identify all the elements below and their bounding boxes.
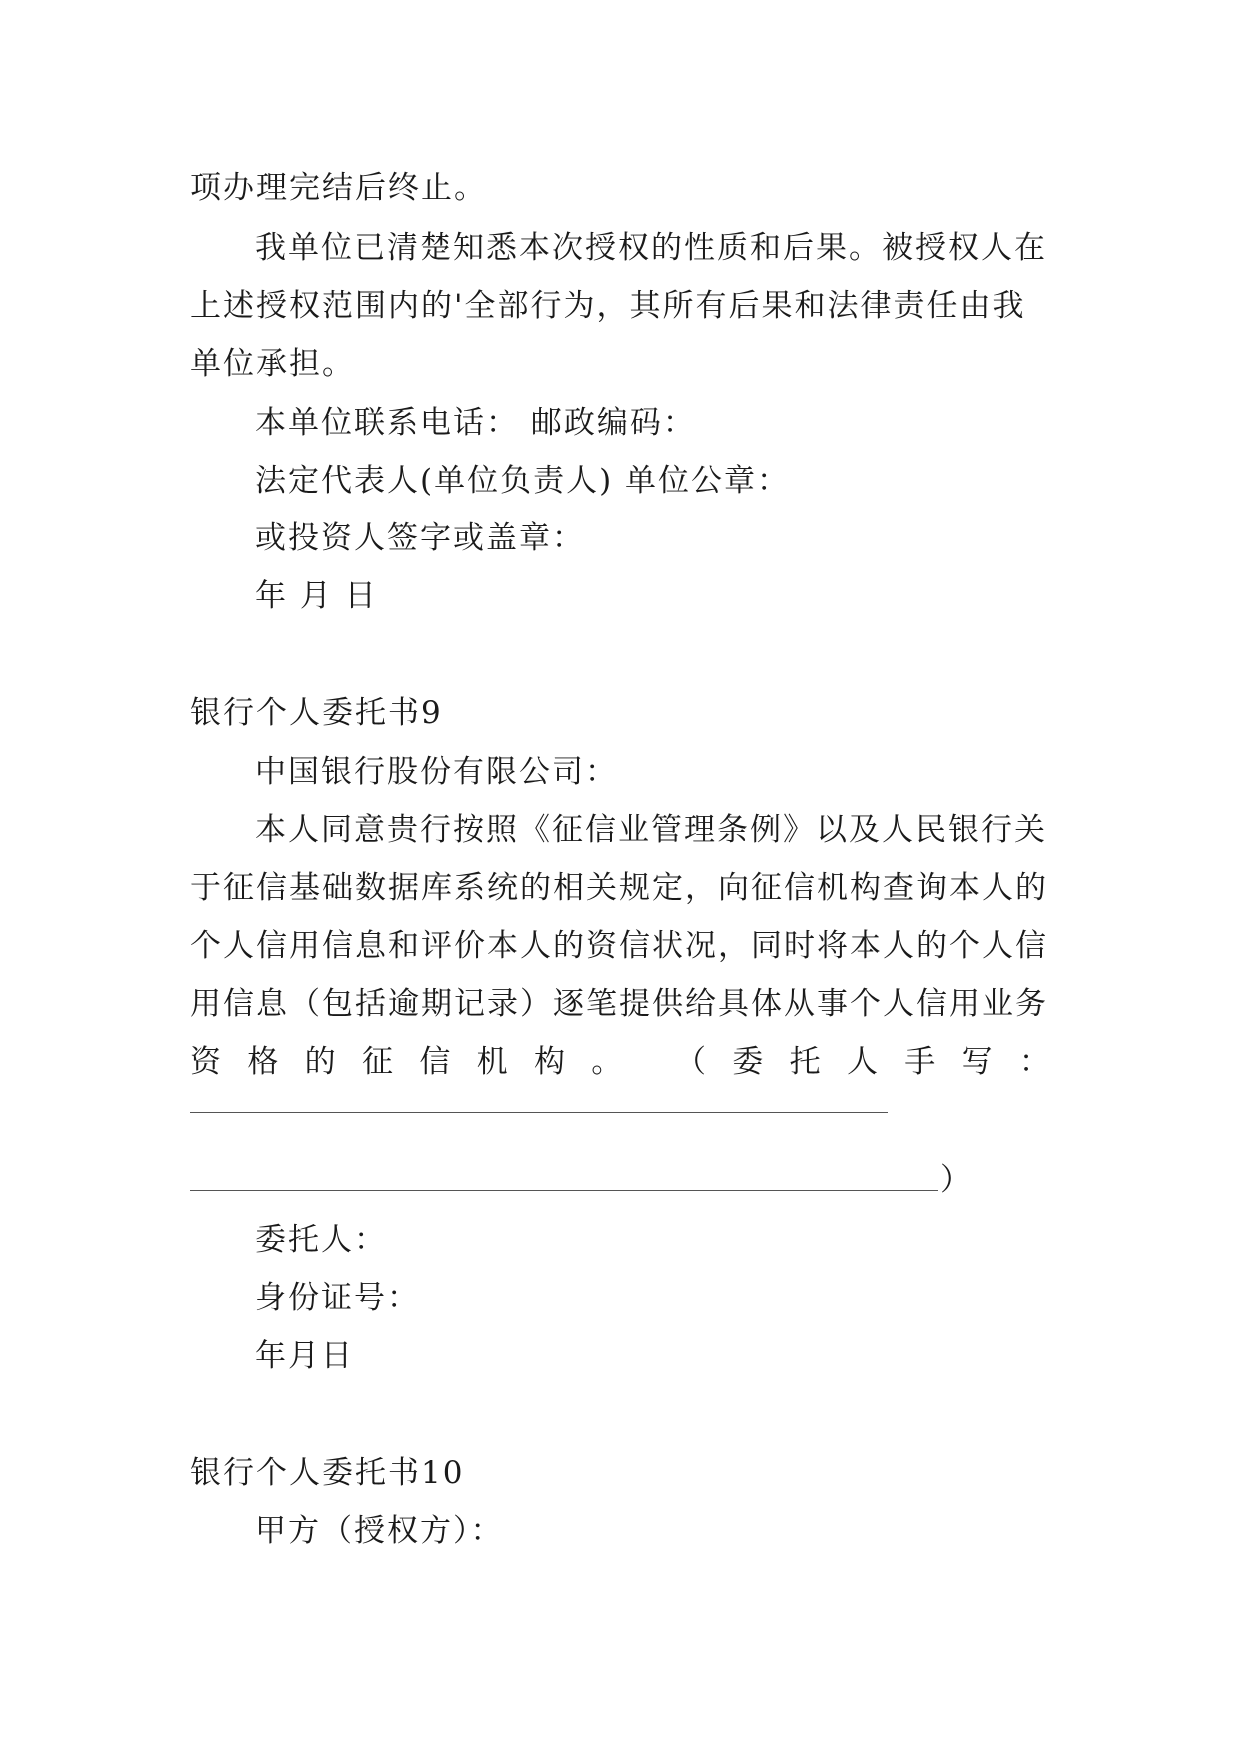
char: 。 (591, 1044, 623, 1080)
char: 格 (247, 1044, 279, 1080)
id-number-line: 身份证号： (255, 1280, 420, 1316)
char: 征 (361, 1044, 393, 1080)
paragraph-line: 单位承担。 (190, 346, 355, 382)
char: （ (674, 1044, 706, 1080)
char: 人 (846, 1044, 878, 1080)
char: 写 (961, 1044, 993, 1080)
paragraph-line: 于征信基础数据库系统的相关规定，向征信机构查询本人的 (190, 870, 1048, 906)
handwriting-blank-line (190, 1190, 938, 1191)
char: 手 (904, 1044, 936, 1080)
section-heading: 银行个人委托书9 (190, 695, 443, 731)
char: 资 (190, 1044, 221, 1080)
party-a-line: 甲方（授权方）： (255, 1513, 504, 1549)
closing-paren: ） (940, 1162, 971, 1198)
char: ： (1018, 1044, 1050, 1080)
paragraph-line: 上述授权范围内的'全部行为，其所有后果和法律责任由我 (190, 288, 1026, 324)
contact-phone-line: 本单位联系电话： 邮政编码： (255, 405, 696, 441)
paragraph-line: 用信息（包括逾期记录）逐笔提供给具体从事个人信用业务 (190, 986, 1048, 1022)
handwriting-blank-line (190, 1112, 888, 1113)
principal-line: 委托人： (255, 1222, 387, 1258)
paragraph-line: 我单位已清楚知悉本次授权的性质和后果。被授权人在 (255, 230, 1047, 266)
char: 信 (419, 1044, 451, 1080)
char: 构 (533, 1044, 565, 1080)
signature-line: 或投资人签字或盖章： (255, 520, 585, 556)
paragraph-line: 个人信用信息和评价本人的资信状况，同时将本人的个人信 (190, 928, 1048, 964)
char: 委 (732, 1044, 764, 1080)
char: 机 (476, 1044, 508, 1080)
date-line: 年月日 (255, 1338, 354, 1374)
justified-paragraph-line (190, 1042, 1050, 1082)
addressee-line: 中国银行股份有限公司： (255, 754, 618, 790)
char: 的 (304, 1044, 336, 1080)
section-heading: 银行个人委托书10 (190, 1455, 465, 1491)
char: 托 (789, 1044, 821, 1080)
date-line: 年 月 日 (255, 578, 378, 614)
paragraph-line: 项办理完结后终止。 (190, 170, 487, 206)
legal-rep-line: 法定代表人(单位负责人) 单位公章： (255, 463, 791, 499)
paragraph-line: 本人同意贵行按照《征信业管理条例》以及人民银行关 (255, 812, 1047, 848)
